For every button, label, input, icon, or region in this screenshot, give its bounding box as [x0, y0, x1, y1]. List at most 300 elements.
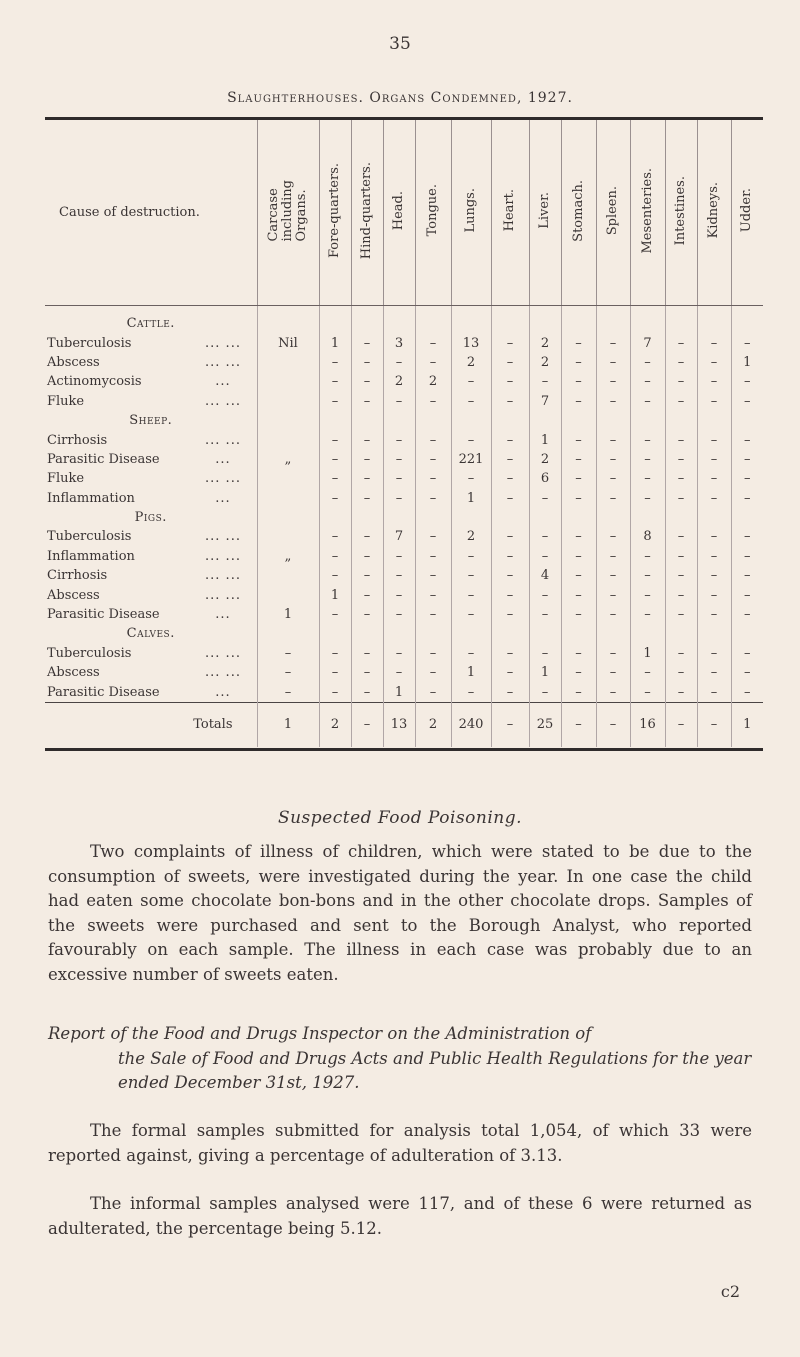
- total-value-cell: –: [697, 702, 731, 747]
- value-cell: –: [697, 527, 731, 546]
- value-cell: 221: [451, 450, 491, 469]
- value-cell: –: [383, 566, 415, 585]
- value-cell: –: [596, 469, 630, 488]
- value-cell: –: [596, 450, 630, 469]
- value-cell: –: [491, 585, 529, 604]
- value-cell: –: [451, 372, 491, 391]
- value-cell: –: [415, 585, 451, 604]
- value-cell: –: [561, 663, 596, 682]
- section-label: Pigs.: [134, 510, 167, 526]
- value-cell: –: [630, 392, 665, 411]
- value-cell: –: [731, 333, 763, 352]
- value-cell: 7: [630, 333, 665, 352]
- value-cell: –: [529, 585, 561, 604]
- value-cell: –: [383, 547, 415, 566]
- value-cell: –: [697, 605, 731, 624]
- column-header-organ: Kidneys.: [697, 120, 731, 306]
- value-cell: 3: [383, 333, 415, 352]
- total-value-cell: 2: [319, 702, 351, 747]
- value-cell: [257, 372, 319, 391]
- value-cell: –: [491, 353, 529, 372]
- value-cell: –: [529, 527, 561, 546]
- value-cell: –: [665, 682, 697, 702]
- value-cell: –: [561, 566, 596, 585]
- value-cell: –: [415, 392, 451, 411]
- value-cell: –: [596, 682, 630, 702]
- table-row: [45, 450, 763, 469]
- table-row: [45, 682, 763, 702]
- column-header-organ: Hind-quarters.: [351, 120, 383, 306]
- value-cell: –: [351, 682, 383, 702]
- value-cell: –: [451, 644, 491, 663]
- value-cell: –: [561, 585, 596, 604]
- value-cell: –: [731, 372, 763, 391]
- value-cell: –: [561, 644, 596, 663]
- value-cell: –: [491, 663, 529, 682]
- value-cell: –: [491, 469, 529, 488]
- report-paragraph-formal: The formal samples submitted for analysis total 1,054, of which 33 were reported against, giving a percentage of adulteration of 3.13.: [48, 1121, 752, 1165]
- value-cell: 1: [319, 333, 351, 352]
- value-cell: –: [697, 392, 731, 411]
- value-cell: –: [491, 372, 529, 391]
- value-cell: –: [596, 527, 630, 546]
- section-label: Calves.: [126, 626, 175, 642]
- value-cell: –: [596, 489, 630, 508]
- value-cell: –: [257, 663, 319, 682]
- value-cell: –: [529, 682, 561, 702]
- total-value-cell: 16: [630, 702, 665, 747]
- value-cell: 1: [451, 489, 491, 508]
- value-cell: –: [630, 489, 665, 508]
- column-header-organ: Heart.: [491, 120, 529, 306]
- table-row: [45, 469, 763, 488]
- value-cell: [257, 392, 319, 411]
- food-poisoning-heading: Suspected Food Poisoning.: [277, 808, 523, 828]
- value-cell: 4: [529, 566, 561, 585]
- value-cell: –: [665, 353, 697, 372]
- value-cell: –: [697, 450, 731, 469]
- cause-cell: Cirrhosis ... ...: [47, 568, 241, 584]
- column-header-organ: Intestines.: [665, 120, 697, 306]
- cause-cell: Parasitic Disease ...: [47, 684, 231, 700]
- value-cell: 1: [529, 663, 561, 682]
- value-cell: –: [491, 527, 529, 546]
- value-cell: –: [561, 527, 596, 546]
- value-cell: –: [596, 372, 630, 391]
- value-cell: –: [319, 547, 351, 566]
- value-cell: –: [630, 372, 665, 391]
- value-cell: –: [319, 450, 351, 469]
- value-cell: –: [351, 489, 383, 508]
- value-cell: –: [731, 644, 763, 663]
- value-cell: –: [383, 644, 415, 663]
- value-cell: 1: [451, 663, 491, 682]
- table-row: [45, 547, 763, 566]
- value-cell: –: [319, 682, 351, 702]
- value-cell: –: [561, 430, 596, 449]
- total-value-cell: –: [561, 702, 596, 747]
- cause-cell: Parasitic Disease ...: [47, 451, 231, 467]
- value-cell: –: [383, 663, 415, 682]
- table-header-row: [45, 120, 763, 306]
- value-cell: –: [529, 547, 561, 566]
- value-cell: –: [561, 605, 596, 624]
- value-cell: –: [630, 450, 665, 469]
- value-cell: [257, 527, 319, 546]
- table-row: [45, 489, 763, 508]
- signature-mark: c2: [720, 1282, 740, 1301]
- value-cell: –: [383, 469, 415, 488]
- value-cell: –: [351, 566, 383, 585]
- report-heading-rest: the Sale of Food and Drugs Acts and Public Health Regulations for the year ended December 31st, 1927.: [118, 1048, 752, 1092]
- table-row: [45, 585, 763, 604]
- value-cell: –: [415, 430, 451, 449]
- value-cell: –: [491, 392, 529, 411]
- value-cell: 2: [529, 353, 561, 372]
- value-cell: –: [415, 644, 451, 663]
- table-row: [45, 663, 763, 682]
- value-cell: –: [731, 547, 763, 566]
- value-cell: –: [319, 430, 351, 449]
- value-cell: „: [257, 450, 319, 469]
- total-value-cell: 13: [383, 702, 415, 747]
- value-cell: –: [697, 372, 731, 391]
- value-cell: 2: [383, 372, 415, 391]
- value-cell: [257, 489, 319, 508]
- cause-cell: Abscess ... ...: [47, 587, 241, 603]
- value-cell: –: [491, 644, 529, 663]
- value-cell: –: [415, 605, 451, 624]
- value-cell: –: [561, 682, 596, 702]
- value-cell: –: [596, 605, 630, 624]
- table-title: Slaughterhouses. Organs Condemned, 1927.: [227, 90, 573, 106]
- cause-cell: Tuberculosis ... ...: [47, 335, 241, 351]
- value-cell: –: [665, 469, 697, 488]
- value-cell: –: [319, 663, 351, 682]
- value-cell: –: [319, 489, 351, 508]
- total-value-cell: 240: [451, 702, 491, 747]
- value-cell: 1: [319, 585, 351, 604]
- value-cell: –: [596, 430, 630, 449]
- value-cell: –: [630, 430, 665, 449]
- value-cell: –: [351, 585, 383, 604]
- value-cell: –: [257, 682, 319, 702]
- value-cell: –: [351, 372, 383, 391]
- value-cell: –: [257, 644, 319, 663]
- value-cell: –: [596, 566, 630, 585]
- value-cell: –: [731, 450, 763, 469]
- column-header-organ: Spleen.: [596, 120, 630, 306]
- cause-cell: Tuberculosis ... ...: [47, 529, 241, 545]
- value-cell: –: [415, 450, 451, 469]
- page-number: 35: [389, 34, 411, 54]
- value-cell: –: [731, 489, 763, 508]
- value-cell: –: [665, 372, 697, 391]
- value-cell: –: [415, 663, 451, 682]
- value-cell: –: [451, 547, 491, 566]
- value-cell: –: [665, 392, 697, 411]
- report-paragraph-informal: The informal samples analysed were 117, and of these 6 were returned as adulterated, the percentage being 5.12.: [48, 1194, 752, 1238]
- value-cell: –: [561, 372, 596, 391]
- table-row: [45, 566, 763, 585]
- section-header-row: [45, 624, 763, 643]
- cause-cell: Actinomycosis ...: [47, 374, 231, 390]
- value-cell: 1: [529, 430, 561, 449]
- value-cell: –: [351, 469, 383, 488]
- value-cell: [257, 430, 319, 449]
- value-cell: [257, 585, 319, 604]
- value-cell: –: [630, 605, 665, 624]
- value-cell: –: [529, 605, 561, 624]
- value-cell: –: [415, 489, 451, 508]
- value-cell: –: [451, 585, 491, 604]
- value-cell: –: [451, 392, 491, 411]
- value-cell: –: [383, 605, 415, 624]
- value-cell: –: [697, 585, 731, 604]
- value-cell: 7: [383, 527, 415, 546]
- cause-cell: Cirrhosis ... ...: [47, 432, 241, 448]
- value-cell: –: [383, 430, 415, 449]
- food-poisoning-paragraph: Two complaints of illness of children, which were stated to be due to the consumption of sweets, were investigated during the year. In one case the child had eaten some chocolate bon-bons and in the other chocolate drops. Samples of the sweets were purchased and sent to the Borough Analyst, who reported favourably on each sample. The illness in each case was probably due to an excessive number of sweets eaten.: [48, 842, 752, 984]
- value-cell: 1: [630, 644, 665, 663]
- value-cell: [257, 353, 319, 372]
- section-header-row: [45, 314, 763, 333]
- value-cell: 1: [731, 353, 763, 372]
- value-cell: –: [596, 392, 630, 411]
- value-cell: –: [491, 682, 529, 702]
- value-cell: –: [415, 469, 451, 488]
- value-cell: –: [596, 644, 630, 663]
- value-cell: –: [351, 353, 383, 372]
- value-cell: –: [697, 469, 731, 488]
- table-row: [45, 430, 763, 449]
- value-cell: –: [697, 333, 731, 352]
- value-cell: –: [383, 353, 415, 372]
- table-body: [45, 306, 763, 747]
- value-cell: –: [665, 333, 697, 352]
- value-cell: –: [665, 644, 697, 663]
- value-cell: –: [351, 333, 383, 352]
- value-cell: –: [596, 585, 630, 604]
- value-cell: –: [630, 663, 665, 682]
- value-cell: –: [383, 585, 415, 604]
- value-cell: –: [415, 547, 451, 566]
- table-bottom-rule: [45, 748, 763, 751]
- value-cell: –: [351, 392, 383, 411]
- total-value-cell: 25: [529, 702, 561, 747]
- cause-cell: Tuberculosis ... ...: [47, 645, 241, 661]
- value-cell: –: [665, 450, 697, 469]
- total-value-cell: –: [351, 702, 383, 747]
- value-cell: –: [697, 430, 731, 449]
- total-value-cell: –: [596, 702, 630, 747]
- value-cell: –: [319, 605, 351, 624]
- value-cell: –: [697, 682, 731, 702]
- value-cell: –: [529, 644, 561, 663]
- value-cell: –: [561, 333, 596, 352]
- value-cell: –: [415, 333, 451, 352]
- value-cell: –: [665, 489, 697, 508]
- value-cell: –: [630, 353, 665, 372]
- report-heading: [48, 1022, 752, 1096]
- organs-condemned-table: [45, 120, 763, 747]
- value-cell: „: [257, 547, 319, 566]
- cause-cell: Abscess ... ...: [47, 354, 241, 370]
- value-cell: –: [731, 469, 763, 488]
- table-row: [45, 644, 763, 663]
- value-cell: –: [561, 450, 596, 469]
- value-cell: –: [351, 605, 383, 624]
- value-cell: –: [697, 566, 731, 585]
- value-cell: –: [697, 644, 731, 663]
- total-value-cell: 1: [731, 702, 763, 747]
- value-cell: –: [561, 353, 596, 372]
- value-cell: –: [665, 527, 697, 546]
- value-cell: –: [451, 430, 491, 449]
- value-cell: –: [665, 605, 697, 624]
- value-cell: –: [319, 372, 351, 391]
- value-cell: 2: [451, 527, 491, 546]
- cause-cell: Abscess ... ...: [47, 665, 241, 681]
- value-cell: [257, 566, 319, 585]
- value-cell: –: [697, 353, 731, 372]
- table-row: [45, 605, 763, 624]
- value-cell: –: [491, 450, 529, 469]
- cause-cell: Fluke ... ...: [47, 393, 241, 409]
- value-cell: [257, 469, 319, 488]
- totals-row: [45, 702, 763, 747]
- column-header-organ: Lungs.: [451, 120, 491, 306]
- value-cell: –: [451, 605, 491, 624]
- column-header-organ: Head.: [383, 120, 415, 306]
- value-cell: –: [596, 547, 630, 566]
- value-cell: –: [697, 547, 731, 566]
- column-header-organ: Udder.: [731, 120, 763, 306]
- column-header-organ: Fore-quarters.: [319, 120, 351, 306]
- value-cell: –: [561, 489, 596, 508]
- value-cell: –: [561, 392, 596, 411]
- report-heading-line1: Report of the Food and Drugs Inspector on the Administration of: [48, 1024, 592, 1043]
- value-cell: 8: [630, 527, 665, 546]
- value-cell: –: [630, 682, 665, 702]
- value-cell: –: [630, 547, 665, 566]
- table-row: [45, 372, 763, 391]
- table-row: [45, 353, 763, 372]
- section-header-row: [45, 411, 763, 430]
- value-cell: –: [319, 566, 351, 585]
- column-header-organ: Carcase including Organs.: [257, 120, 319, 306]
- value-cell: –: [451, 566, 491, 585]
- value-cell: –: [491, 605, 529, 624]
- value-cell: –: [415, 527, 451, 546]
- value-cell: –: [319, 527, 351, 546]
- value-cell: –: [383, 489, 415, 508]
- value-cell: 1: [383, 682, 415, 702]
- cause-cell: Parasitic Disease ...: [47, 607, 231, 623]
- value-cell: –: [351, 644, 383, 663]
- value-cell: –: [415, 682, 451, 702]
- value-cell: –: [319, 353, 351, 372]
- value-cell: –: [491, 547, 529, 566]
- value-cell: –: [351, 663, 383, 682]
- value-cell: –: [731, 663, 763, 682]
- value-cell: –: [731, 585, 763, 604]
- value-cell: –: [529, 489, 561, 508]
- value-cell: –: [665, 585, 697, 604]
- table-row: [45, 392, 763, 411]
- value-cell: –: [596, 353, 630, 372]
- value-cell: –: [731, 527, 763, 546]
- value-cell: 2: [529, 333, 561, 352]
- value-cell: –: [630, 469, 665, 488]
- section-header-row: [45, 508, 763, 527]
- value-cell: 1: [257, 605, 319, 624]
- value-cell: –: [731, 430, 763, 449]
- totals-label: Totals: [45, 702, 257, 747]
- cause-cell: Fluke ... ...: [47, 471, 241, 487]
- value-cell: –: [731, 605, 763, 624]
- cause-cell: Inflammation ... ...: [47, 548, 241, 564]
- value-cell: –: [491, 430, 529, 449]
- value-cell: –: [383, 392, 415, 411]
- value-cell: –: [351, 547, 383, 566]
- cause-cell: Inflammation ...: [47, 490, 231, 506]
- value-cell: –: [415, 566, 451, 585]
- spacer-row: [45, 306, 763, 315]
- value-cell: –: [731, 392, 763, 411]
- value-cell: –: [451, 469, 491, 488]
- value-cell: 2: [451, 353, 491, 372]
- value-cell: 2: [415, 372, 451, 391]
- total-value-cell: 2: [415, 702, 451, 747]
- value-cell: 6: [529, 469, 561, 488]
- column-header-cause: Cause of destruction.: [45, 120, 257, 306]
- value-cell: –: [491, 489, 529, 508]
- value-cell: –: [561, 469, 596, 488]
- value-cell: –: [383, 450, 415, 469]
- value-cell: –: [596, 663, 630, 682]
- value-cell: 7: [529, 392, 561, 411]
- total-value-cell: –: [491, 702, 529, 747]
- value-cell: –: [697, 663, 731, 682]
- section-label: Cattle.: [126, 316, 175, 332]
- table-row: [45, 333, 763, 352]
- value-cell: –: [529, 372, 561, 391]
- value-cell: –: [351, 430, 383, 449]
- value-cell: –: [596, 333, 630, 352]
- column-header-organ: Stomach.: [561, 120, 596, 306]
- value-cell: 2: [529, 450, 561, 469]
- table-row: [45, 527, 763, 546]
- value-cell: –: [665, 663, 697, 682]
- value-cell: –: [415, 353, 451, 372]
- section-label: Sheep.: [129, 413, 173, 429]
- value-cell: –: [665, 430, 697, 449]
- column-header-organ: Mesenteries.: [630, 120, 665, 306]
- value-cell: –: [319, 469, 351, 488]
- value-cell: –: [630, 585, 665, 604]
- value-cell: –: [665, 547, 697, 566]
- value-cell: –: [630, 566, 665, 585]
- total-value-cell: 1: [257, 702, 319, 747]
- value-cell: –: [491, 566, 529, 585]
- value-cell: –: [491, 333, 529, 352]
- value-cell: –: [731, 682, 763, 702]
- value-cell: –: [451, 682, 491, 702]
- value-cell: –: [665, 566, 697, 585]
- value-cell: 13: [451, 333, 491, 352]
- value-cell: –: [351, 450, 383, 469]
